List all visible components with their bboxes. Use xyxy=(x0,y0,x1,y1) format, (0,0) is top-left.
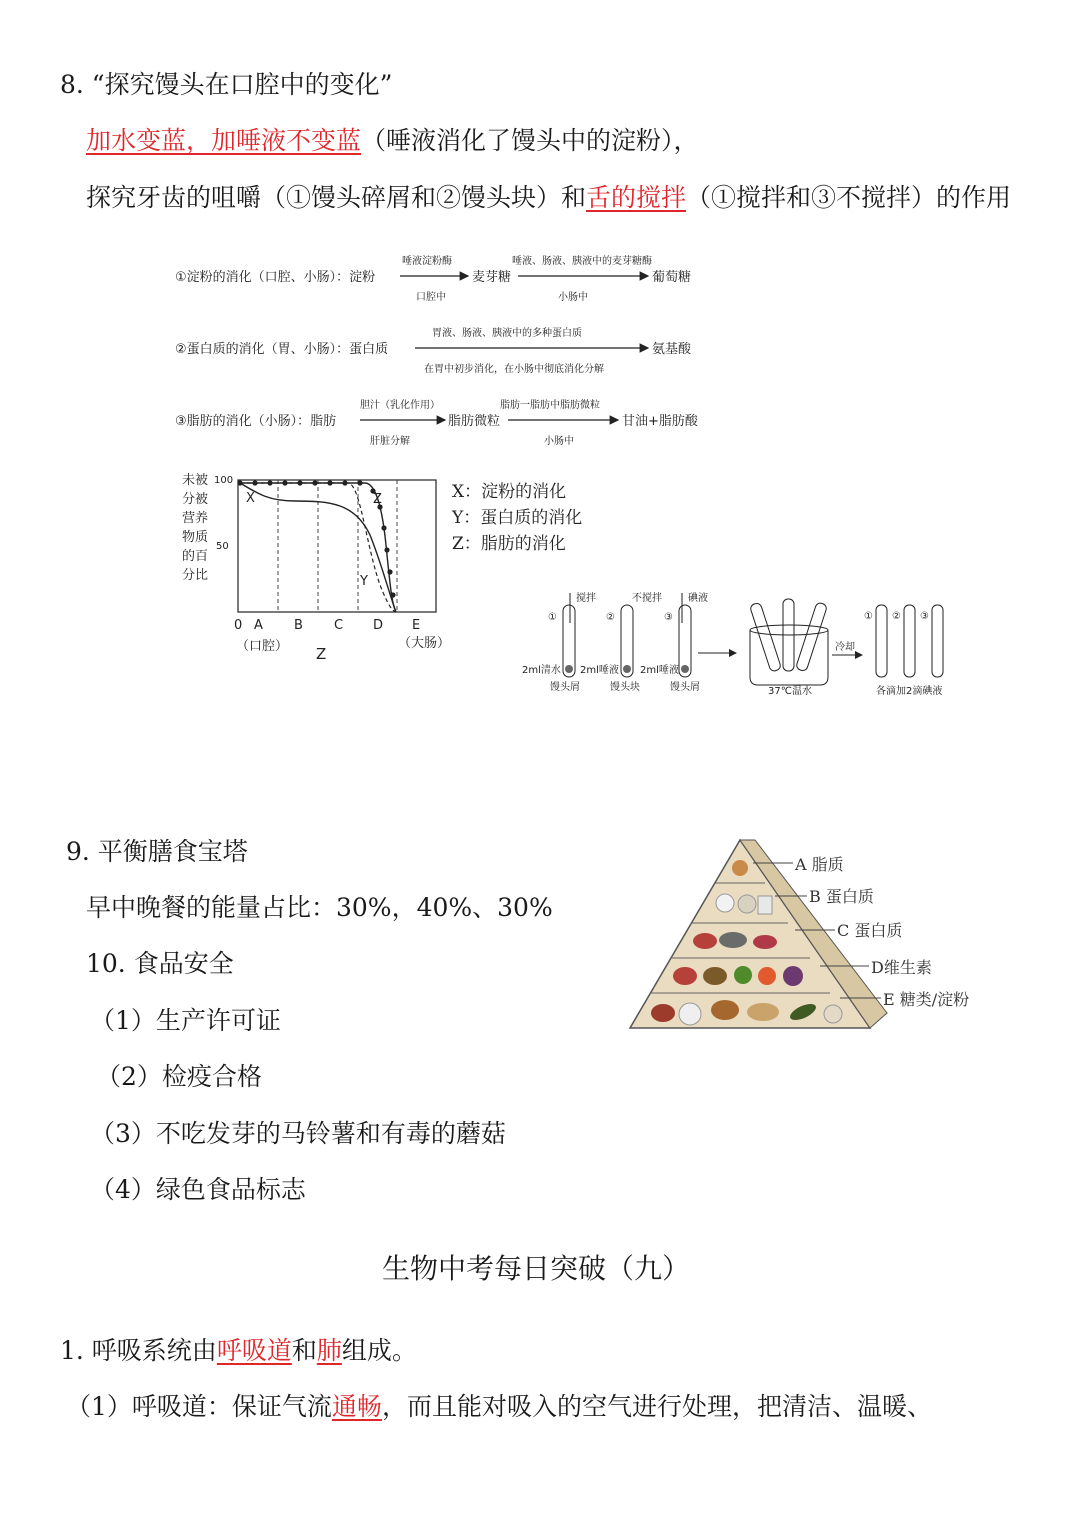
x-axis-letter: Z xyxy=(316,645,327,663)
y-tick-50: 50 xyxy=(216,541,229,552)
highlight-text: 通畅 xyxy=(331,1392,382,1421)
safety-item-1: （1）生产许可证 xyxy=(90,1006,281,1035)
highlight-text: 加水变蓝，加唾液不变蓝 xyxy=(86,126,362,155)
location-label: 小肠中 xyxy=(544,436,574,447)
text-span: （唾液消化了馒头中的淀粉）， xyxy=(361,126,699,155)
y-axis-label: 分被 xyxy=(182,492,209,507)
glucose-label: 葡萄糖 xyxy=(652,270,692,285)
cool-label: 冷却 xyxy=(835,642,855,653)
safety-item-3: （3）不吃发芽的马铃薯和有毒的蘑菇 xyxy=(90,1119,506,1148)
tube-number: ② xyxy=(606,612,615,623)
maltose-label: 麦芽糖 xyxy=(472,270,512,285)
pyramid-label-d: D维生素 xyxy=(871,958,932,977)
amino-acid-label: 氨基酸 xyxy=(652,342,692,357)
pyramid-label-a: A 脂质 xyxy=(795,855,844,874)
section-10-title: 10. 食品安全 xyxy=(86,949,234,978)
text-span: （1）呼吸道：保证气流 xyxy=(66,1392,332,1421)
fat-particle-label: 脂肪微粒 xyxy=(448,414,501,429)
graph-frame xyxy=(238,480,436,612)
text-span: ，而且能对吸入的空气进行处理，把清洁、温暖、 xyxy=(381,1392,932,1421)
x-tick: B xyxy=(294,618,303,633)
test-tube xyxy=(749,602,781,672)
test-tube xyxy=(795,602,827,672)
x-tick: 0 xyxy=(234,618,243,633)
test-tube xyxy=(904,605,915,677)
section-8-line-2 xyxy=(86,181,1011,215)
highlight-text: 呼吸道 xyxy=(216,1336,292,1365)
tube-number: ③ xyxy=(920,611,929,622)
resp-line-1 xyxy=(60,1334,417,1368)
glycerol-label: 甘油+脂肪酸 xyxy=(622,414,698,429)
tube-bread: 馒头屑 xyxy=(550,682,580,693)
curve-y-label: Y xyxy=(360,574,368,589)
x-sub-label: （大肠） xyxy=(398,636,451,651)
text-span: 和 xyxy=(291,1336,317,1365)
tube-number: ② xyxy=(892,611,901,622)
location-label: 肝脏分解 xyxy=(370,436,410,447)
bread-sample xyxy=(623,665,631,673)
x-tick: E xyxy=(412,618,421,633)
tube-liquid: 2ml唾液 xyxy=(580,665,619,676)
x-sub-label: （口腔） xyxy=(236,639,289,654)
tube-number: ③ xyxy=(664,612,673,623)
water-bath xyxy=(750,630,828,685)
protein-row-label: ②蛋白质的消化（胃、小肠）：蛋白质 xyxy=(175,342,389,357)
text-span: （①搅拌和③不搅拌）的作用 xyxy=(686,183,1012,212)
tube-bread: 馒头块 xyxy=(610,682,640,693)
starch-row-label: ①淀粉的消化（口腔、小肠）：淀粉 xyxy=(175,270,376,285)
x-tick: C xyxy=(334,618,344,633)
highlight-text: 肺 xyxy=(316,1336,342,1365)
stir-label: 搅拌 xyxy=(576,593,596,604)
bread-sample xyxy=(681,665,689,673)
water-bath-rim xyxy=(750,625,828,635)
bath-label: 37℃温水 xyxy=(768,686,812,697)
tube-number: ① xyxy=(864,611,873,622)
section-9-title: 9. 平衡膳食宝塔 xyxy=(66,837,248,866)
tube-liquid: 2ml唾液 xyxy=(640,665,679,676)
experiment-diagram xyxy=(522,591,943,697)
daily-heading: 生物中考每日突破（九） xyxy=(382,1252,691,1285)
y-tick-100: 100 xyxy=(214,475,234,486)
pyramid-label-b: B 蛋白质 xyxy=(809,887,874,906)
y-axis-label: 分比 xyxy=(182,568,209,583)
enzyme-label: 胃液、肠液、胰液中的多种蛋白质 xyxy=(432,328,582,339)
curve-z-label: Z xyxy=(373,492,382,507)
enzyme-label: 唾液淀粉酶 xyxy=(402,256,452,267)
legend-y: Y：蛋白质的消化 xyxy=(452,508,583,528)
pyramid-label-c: C 蛋白质 xyxy=(837,921,903,940)
bread-sample xyxy=(565,665,573,673)
test-tube xyxy=(932,605,943,677)
tube-liquid: 2ml清水 xyxy=(522,665,561,676)
section-8-title: 8. “探究馒头在口腔中的变化” xyxy=(60,70,393,99)
bile-label: 胆汁（乳化作用） xyxy=(360,400,440,411)
y-axis-label: 的百 xyxy=(182,549,209,564)
text-span: 1. 呼吸系统由 xyxy=(60,1336,217,1365)
x-tick: D xyxy=(373,618,384,633)
legend-x: X：淀粉的消化 xyxy=(452,482,567,502)
enzyme-label: 脂肪一脂肪中脂肪微粒 xyxy=(500,400,600,411)
resp-line-2 xyxy=(66,1390,932,1424)
y-axis-label: 物质 xyxy=(182,530,209,545)
y-axis-label: 未被 xyxy=(182,473,209,488)
location-label: 在胃中初步消化，在小肠中彻底消化分解 xyxy=(424,364,604,375)
tube-bread: 馒头屑 xyxy=(670,682,700,693)
section-8-line-1 xyxy=(86,124,699,158)
enzyme-label: 唾液、肠液、胰液中的麦芽糖酶 xyxy=(512,256,652,267)
location-label: 小肠中 xyxy=(558,292,588,303)
location-label: 口腔中 xyxy=(416,292,446,303)
x-tick: A xyxy=(254,618,263,633)
fat-row-label: ③脂肪的消化（小肠）：脂肪 xyxy=(175,414,337,429)
highlight-text: 舌的搅拌 xyxy=(586,183,687,212)
text-span: 组成。 xyxy=(341,1336,417,1365)
safety-item-2: （2）检疫合格 xyxy=(96,1062,262,1091)
digestion-figure xyxy=(170,245,950,715)
text-span: 探究牙齿的咀嚼（①馒头碎屑和②馒头块）和 xyxy=(86,183,587,212)
pyramid-label-e: E 糖类/淀粉 xyxy=(883,990,970,1009)
digestion-graph xyxy=(182,472,582,663)
iodine-label: 碘液 xyxy=(688,593,708,604)
no-stir-label: 不搅拌 xyxy=(632,593,662,604)
final-step-label: 各滴加2滴碘液 xyxy=(876,686,943,697)
y-axis-label: 营养 xyxy=(182,511,209,526)
test-tube xyxy=(876,605,887,677)
food-pyramid xyxy=(625,838,995,1038)
tube-number: ① xyxy=(548,612,557,623)
meal-ratio: 早中晚餐的能量占比：30%，40%、30% xyxy=(86,893,553,922)
safety-item-4: （4）绿色食品标志 xyxy=(90,1175,306,1204)
curve-x-label: X xyxy=(246,491,255,506)
legend-z: Z：脂肪的消化 xyxy=(452,534,566,554)
